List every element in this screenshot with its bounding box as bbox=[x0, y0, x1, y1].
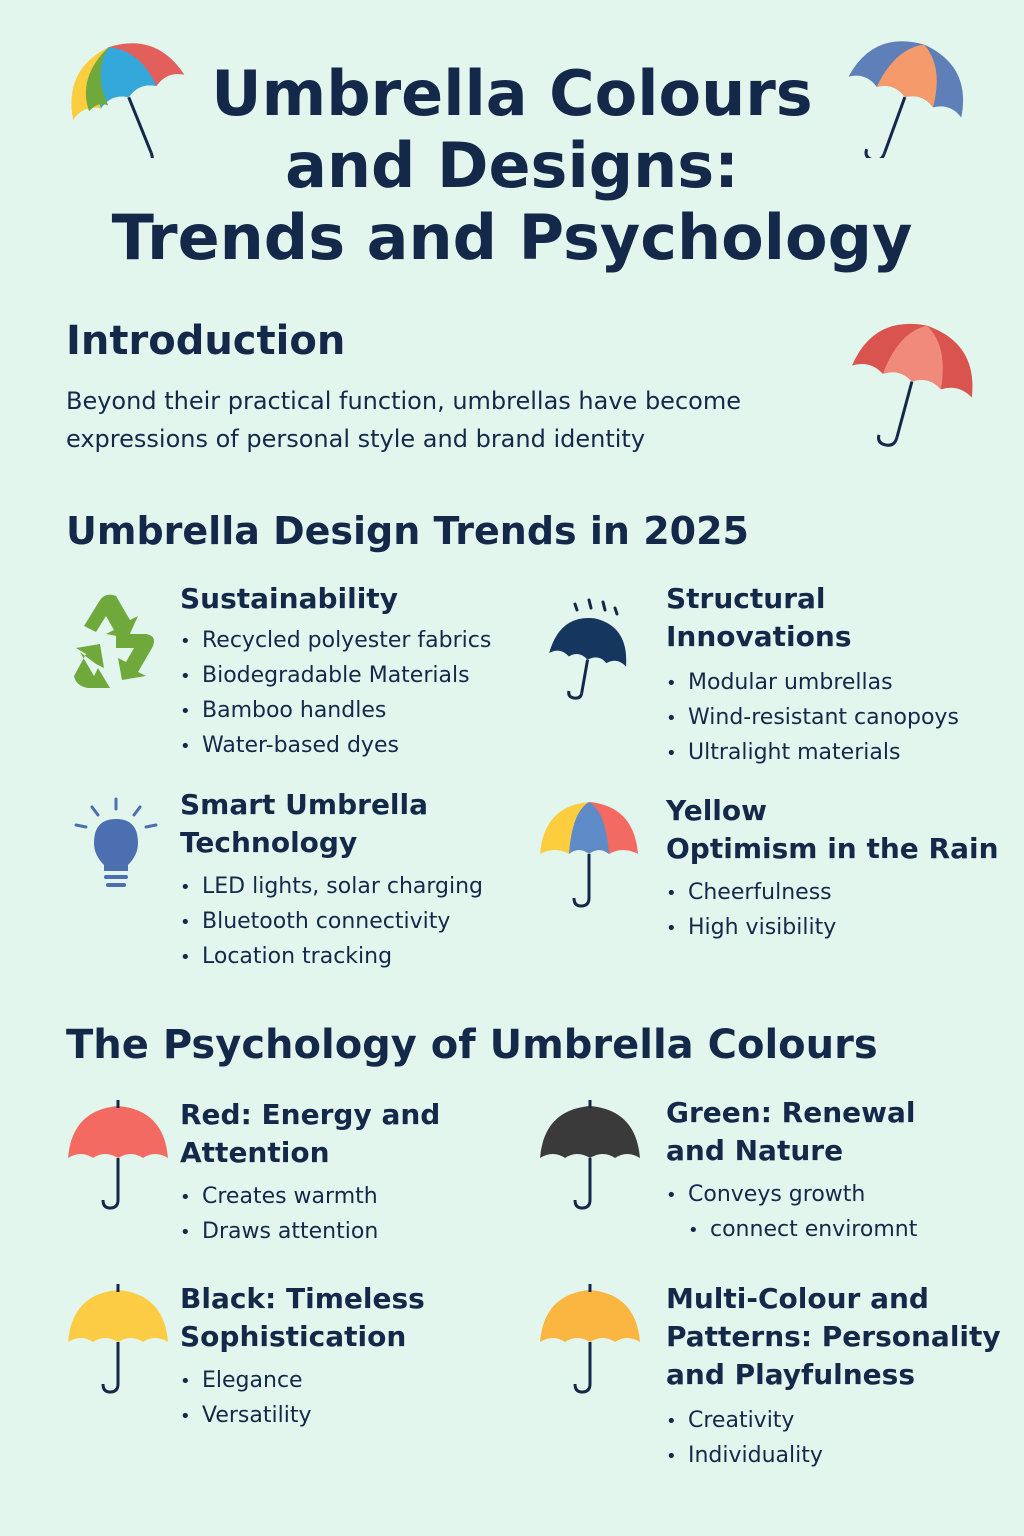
multi-block bbox=[666, 1280, 1001, 1474]
list-item: • Conveys growth bbox=[666, 1178, 917, 1213]
yellow-list bbox=[666, 876, 999, 946]
black-umbrella-icon bbox=[538, 1100, 642, 1210]
multicolor-umbrella-icon bbox=[536, 798, 642, 908]
black-title bbox=[180, 1280, 425, 1356]
smart-title bbox=[180, 786, 483, 862]
yellow-title-line-1: Yellow bbox=[666, 794, 767, 827]
list-item: • Modular umbrellas bbox=[666, 666, 959, 701]
smart-block bbox=[180, 786, 483, 975]
smart-title-line-1: Smart Umbrella bbox=[180, 788, 429, 821]
yellow-title-line-2: Optimism in the Rain bbox=[666, 832, 999, 865]
red-coral-umbrella-icon bbox=[845, 310, 985, 450]
intro-text: Beyond their practical function, umbrellas have become expressions of personal style and brand identity bbox=[66, 387, 741, 453]
list-item: • Water-based dyes bbox=[180, 729, 491, 764]
umbrella-rain-icon bbox=[545, 596, 635, 701]
list-item: • LED lights, solar charging bbox=[180, 870, 483, 905]
black-title-line-1: Black: Timeless bbox=[180, 1282, 425, 1315]
structural-block bbox=[666, 580, 959, 771]
title-line-2: and Designs: bbox=[285, 129, 739, 202]
sustainability-list bbox=[180, 624, 491, 764]
list-item: • Bluetooth connectivity bbox=[180, 905, 483, 940]
yellow-umbrella-icon bbox=[66, 1284, 170, 1394]
list-item: • Location tracking bbox=[180, 940, 483, 975]
black-title-line-2: Sophistication bbox=[180, 1320, 407, 1353]
list-item: • Creativity bbox=[666, 1404, 1001, 1439]
list-item bbox=[666, 1213, 917, 1248]
green-title bbox=[666, 1094, 917, 1170]
list-item: • High visibility bbox=[666, 911, 999, 946]
list-item: • Draws attention bbox=[180, 1215, 440, 1250]
structural-list bbox=[666, 666, 959, 771]
multi-title-line-3: and Playfulness bbox=[666, 1358, 915, 1391]
structural-title-line-1: Structural bbox=[666, 582, 826, 615]
list-item: • Cheerfulness bbox=[666, 876, 999, 911]
title-line-3: Trends and Psychology bbox=[111, 201, 913, 274]
red-block bbox=[180, 1096, 440, 1250]
sustainability-block bbox=[180, 580, 491, 764]
page-title bbox=[0, 58, 1024, 274]
red-title-line-2: Attention bbox=[180, 1136, 330, 1169]
red-title-line-1: Red: Energy and bbox=[180, 1098, 441, 1131]
black-block bbox=[180, 1280, 425, 1434]
black-list bbox=[180, 1364, 425, 1434]
yellow-block bbox=[666, 792, 999, 946]
smart-list bbox=[180, 870, 483, 975]
list-item: • Elegance bbox=[180, 1364, 425, 1399]
orange-umbrella-icon bbox=[538, 1284, 642, 1394]
multi-title-line-2: Patterns: Personality bbox=[666, 1320, 1001, 1353]
intro-heading: Introduction bbox=[66, 318, 346, 364]
multi-title-line-1: Multi-Colour and bbox=[666, 1282, 929, 1315]
green-title-line-1: Green: Renewal bbox=[666, 1096, 916, 1129]
list-item: • Bamboo handles bbox=[180, 694, 491, 729]
trends-heading: Umbrella Design Trends in 2025 bbox=[66, 509, 749, 553]
multi-title bbox=[666, 1280, 1001, 1394]
list-item: • Creates warmth bbox=[180, 1180, 440, 1215]
list-item-text: connect enviromnt bbox=[710, 1217, 918, 1242]
lightbulb-icon bbox=[70, 795, 160, 895]
psychology-heading: The Psychology of Umbrella Colours bbox=[66, 1022, 878, 1068]
red-list bbox=[180, 1180, 440, 1250]
structural-title bbox=[666, 580, 959, 656]
list-item: • Individuality bbox=[666, 1439, 1001, 1474]
green-block bbox=[666, 1094, 917, 1248]
list-item: • Recycled polyester fabrics bbox=[180, 624, 491, 659]
list-item: • Biodegradable Materials bbox=[180, 659, 491, 694]
recycle-icon bbox=[64, 590, 168, 690]
red-umbrella-icon bbox=[66, 1100, 170, 1210]
multi-list bbox=[666, 1404, 1001, 1474]
yellow-title bbox=[666, 792, 999, 868]
green-title-line-2: and Nature bbox=[666, 1134, 844, 1167]
list-item: • Wind-resistant canopoys bbox=[666, 701, 959, 736]
green-list bbox=[666, 1178, 917, 1248]
red-title bbox=[180, 1096, 440, 1172]
smart-title-line-2: Technology bbox=[180, 826, 358, 859]
list-item: • Ultralight materials bbox=[666, 736, 959, 771]
title-line-1: Umbrella Colours bbox=[211, 57, 813, 130]
structural-title-line-2: Innovations bbox=[666, 620, 852, 653]
list-item: • Versatility bbox=[180, 1399, 425, 1434]
sustainability-title: Sustainability bbox=[180, 582, 398, 615]
